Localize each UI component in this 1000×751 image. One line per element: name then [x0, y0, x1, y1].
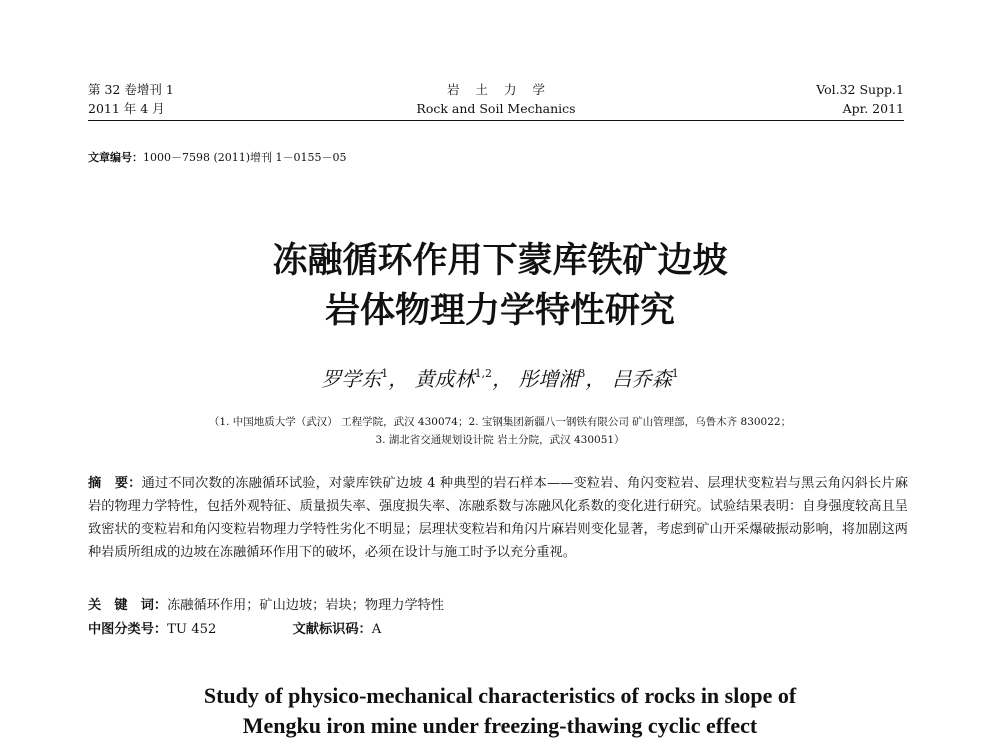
classification-label: 中图分类号：: [88, 622, 168, 637]
header-volume-info: [816, 80, 904, 118]
title-cn: [0, 236, 1000, 336]
author-affiliation-mark: 1: [381, 367, 389, 380]
header-volume-cn: 第 32 卷增刊 1: [88, 82, 174, 97]
affiliation-line-2: 3. 湖北省交通规划设计院 岩土分院，武汉 430051）: [375, 434, 625, 446]
author-name: 黄成林: [414, 367, 475, 391]
keywords-label: 关 键 词：: [88, 598, 168, 613]
author-affiliation-mark: 3: [578, 367, 586, 380]
abstract-text: 通过不同次数的冻融循环试验，对蒙库铁矿边坡 4 种典型的岩石样本——变粒岩、角闪变粒岩、层理状变粒岩与黑云角闪斜长片麻岩的物理力学特性，包括外观特征、质量损失率、强度损失率、冻融系数与冻融风化系数的变化进行研究。试验结果表明：自身强度较高且呈致密状的变粒岩和角闪变粒岩物理力学特性劣化不明显；层理状变粒岩和角闪片麻岩则变化显著，考虑到矿山开采爆破振动影响，将加剧这两种岩质所组成的边坡在冻融循环作用下的破坏，必须在设计与施工时予以充分重视。: [88, 476, 909, 560]
affiliation-line-1: （1. 中国地质大学（武汉） 工程学院，武汉 430074；2. 宝钢集团新疆八一钢铁有限公司 矿山管理部，乌鲁木齐 830022；: [208, 416, 792, 428]
author-separator: ，: [492, 367, 513, 391]
article-number: [88, 151, 347, 165]
author-separator: ，: [388, 367, 409, 391]
author-list: [0, 366, 1000, 392]
author-name: 吕乔森: [611, 367, 672, 391]
article-number-value: 1000－7598 (2011)增刊 1－0155－05: [143, 151, 347, 164]
document-code: [293, 618, 382, 641]
title-en-line1: Study of physico-mechanical characteristics of rocks in slope of: [203, 683, 797, 708]
title-cn-line2: 岩体物理力学特性研究: [324, 291, 675, 331]
header-date-cn: 2011 年 4 月: [88, 101, 165, 116]
running-header: [88, 80, 904, 118]
author-affiliation-mark: 1: [671, 367, 679, 380]
author-affiliation-mark: 1,2: [474, 367, 493, 380]
header-date-en: Apr. 2011: [842, 101, 904, 116]
article-number-label: 文章编号：: [88, 151, 143, 164]
header-journal-cn: 岩土力学: [446, 82, 561, 97]
keywords: [88, 594, 908, 617]
header-journal-en: Rock and Soil Mechanics: [416, 101, 576, 116]
author-name: 罗学东: [321, 367, 382, 391]
header-volume-en: Vol.32 Supp.1: [816, 82, 904, 97]
header-journal-name: [88, 80, 904, 118]
classification: [88, 618, 908, 641]
document-code-label: 文献标识码：: [292, 622, 372, 637]
title-cn-line1: 冻融循环作用下蒙库铁矿边坡: [272, 241, 728, 281]
classification-value: TU 452: [167, 622, 217, 637]
header-rule: [88, 120, 904, 121]
title-en: [0, 681, 1000, 741]
document-code-value: A: [371, 622, 382, 637]
title-en-line2: Mengku iron mine under freezing-thawing cyclic effect: [242, 713, 758, 738]
keywords-text: 冻融循环作用；矿山边坡；岩块；物理力学特性: [167, 598, 445, 613]
abstract-label: 摘 要：: [88, 476, 142, 491]
author-separator: ，: [585, 367, 606, 391]
author-name: 彤增湘: [518, 367, 579, 391]
abstract: [88, 472, 908, 564]
